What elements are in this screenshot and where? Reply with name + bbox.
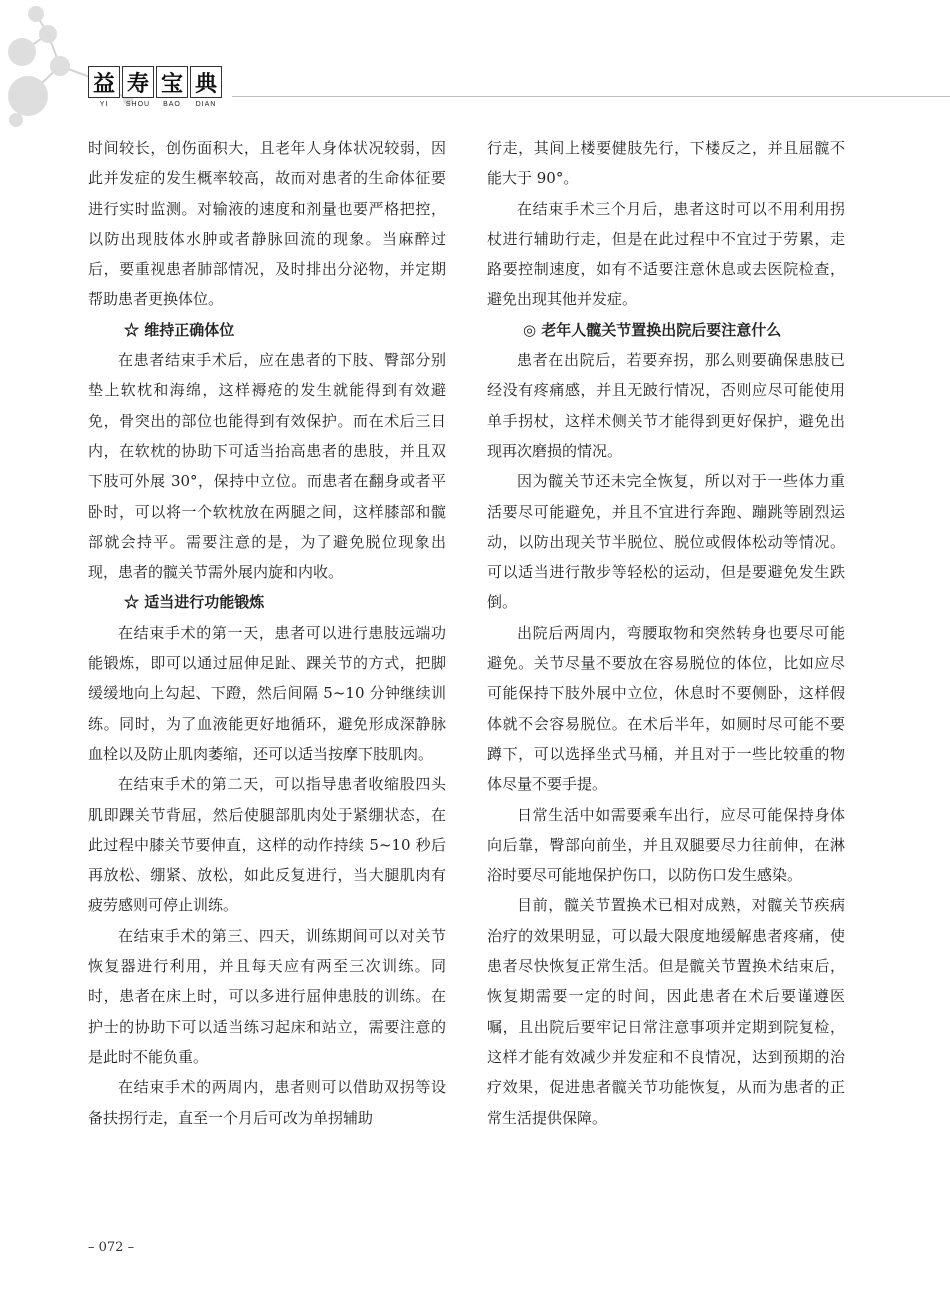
paragraph: 出院后两周内，弯腰取物和突然转身也要尽可能避免。关节尽量不要放在容易脱位的体位，比如应尽可能保持下肢外展中立位，休息时不要侧卧，这样假体就不会容易脱位。在术后半年，如厕时尽可能不要蹲下，可以选择坐式马桶，并且对于一些比较重的物体尽量不要手提。 xyxy=(487,623,845,794)
right-column xyxy=(487,133,845,1133)
paragraph: 患者在出院后，若要弃拐，那么则要确保患肢已经没有疼痛感，并且无跛行情况，否则应尽可能使用单手拐杖，这样术侧关节才能得到更好保护，避免出现再次磨损的情况。 xyxy=(487,351,845,460)
paragraph: 在结束手术的第二天，可以指导患者收缩股四头肌即踝关节背屈，然后使腿部肌肉处于紧绷状态，在此过程中膝关节要伸直，这样的动作持续 5~10 秒后再放松、绷紧、放松，如此反复进行，当大腿肌肉有疲劳感则可停止训练。 xyxy=(88,775,446,915)
pinyin-label: BAO xyxy=(163,101,181,108)
pinyin-label: SHOU xyxy=(125,101,151,108)
paragraph: 日常生活中如需要乘车出行，应尽可能保持身体向后靠，臀部向前坐，并且双腿要尽力往前伸，在淋浴时要尽可能地保护伤口，以防伤口发生感染。 xyxy=(487,805,845,885)
masthead-title xyxy=(88,66,222,98)
left-column xyxy=(88,133,446,1133)
page-number: – 072 – xyxy=(88,1240,135,1255)
masthead-char: 益 xyxy=(88,66,120,98)
paragraph: 因为髋关节还未完全恢复，所以对于一些体力重活要尽可能避免，并且不宜进行奔跑、蹦跳等剧烈运动，以防出现关节半脱位、脱位或假体松动等情况。可以适当进行散步等轻松的运动，但是要避免发生跌倒。 xyxy=(487,472,845,612)
pinyin-label: YI xyxy=(99,101,109,108)
masthead xyxy=(88,66,222,108)
section-heading: ☆ 维持正确体位 xyxy=(124,320,235,339)
section-heading: ☆ 适当进行功能锻炼 xyxy=(124,593,265,612)
masthead-char: 宝 xyxy=(156,66,188,98)
masthead-char: 典 xyxy=(190,66,222,98)
paragraph: 目前，髋关节置换术已相对成熟，对髋关节疾病治疗的效果明显，可以最大限度地缓解患者疼痛，使患者尽快恢复正常生活。但是髋关节置换术结束后，恢复期需要一定的时间，因此患者在术后要谨遵医嘱，且出院后要牢记日常注意事项并定期到院复检，这样才能有效减少并发症和不良情况，达到预期的治疗效果，促进患者髋关节功能恢复，从而为患者的正常生活提供保障。 xyxy=(487,896,845,1127)
paragraph: 在患者结束手术后，应在患者的下肢、臀部分别垫上软枕和海绵，这样褥疮的发生就能得到有效避免，骨突出的部位也能得到有效保护。而在术后三日内，在软枕的协助下可适当抬高患者的患肢，并且双下肢可外展 30°，保持中立位。而患者在翻身或者平卧时，可以将一个软枕放在两腿之间，这样膝部和髋部就会持平。需要注意的是，为了避免脱位现象出现，患者的髋关节需外展内旋和内收。 xyxy=(88,351,446,582)
pinyin-label: DIAN xyxy=(195,101,217,108)
header-rule xyxy=(232,96,950,97)
section-heading: ◎ 老年人髋关节置换出院后要注意什么 xyxy=(523,320,782,339)
masthead-char: 寿 xyxy=(122,66,154,98)
paragraph: 在结束手术的第一天，患者可以进行患肢远端功能锻炼，即可以通过屈伸足趾、踝关节的方式，把脚缓缓地向上勾起、下蹬，然后间隔 5~10 分钟继续训练。同时，为了血液能更好地循环，避免形成深静脉血栓以及防止肌肉萎缩，还可以适当按摩下肢肌肉。 xyxy=(88,623,446,763)
masthead-pinyin xyxy=(88,101,222,108)
paragraph: 在结束手术三个月后，患者这时可以不用利用拐杖进行辅助行走，但是在此过程中不宜过于劳累，走路要控制速度，如有不适要注意休息或去医院检查，避免出现其他并发症。 xyxy=(487,199,845,309)
paragraph: 在结束手术的两周内，患者则可以借助双拐等设备扶拐行走，直至一个月后可改为单拐辅助 xyxy=(88,1078,446,1127)
paragraph: 时间较长，创伤面积大，且老年人身体状况较弱，因此并发症的发生概率较高，故而对患者的生命体征要进行实时监测。对输液的速度和剂量也要严格把控，以防出现肢体水肿或者静脉回流的现象。当麻醉过后，要重视患者肺部情况，及时排出分泌物，并定期帮助患者更换体位。 xyxy=(88,139,446,309)
paragraph: 行走，其间上楼要健肢先行，下楼反之，并且屈髋不能大于 90°。 xyxy=(487,139,845,188)
paragraph: 在结束手术的第三、四天，训练期间可以对关节恢复器进行利用，并且每天应有两至三次训练。同时，患者在床上时，可以多进行屈伸患肢的训练。在护士的协助下可以适当练习起床和站立，需要注意的是此时不能负重。 xyxy=(88,926,446,1066)
